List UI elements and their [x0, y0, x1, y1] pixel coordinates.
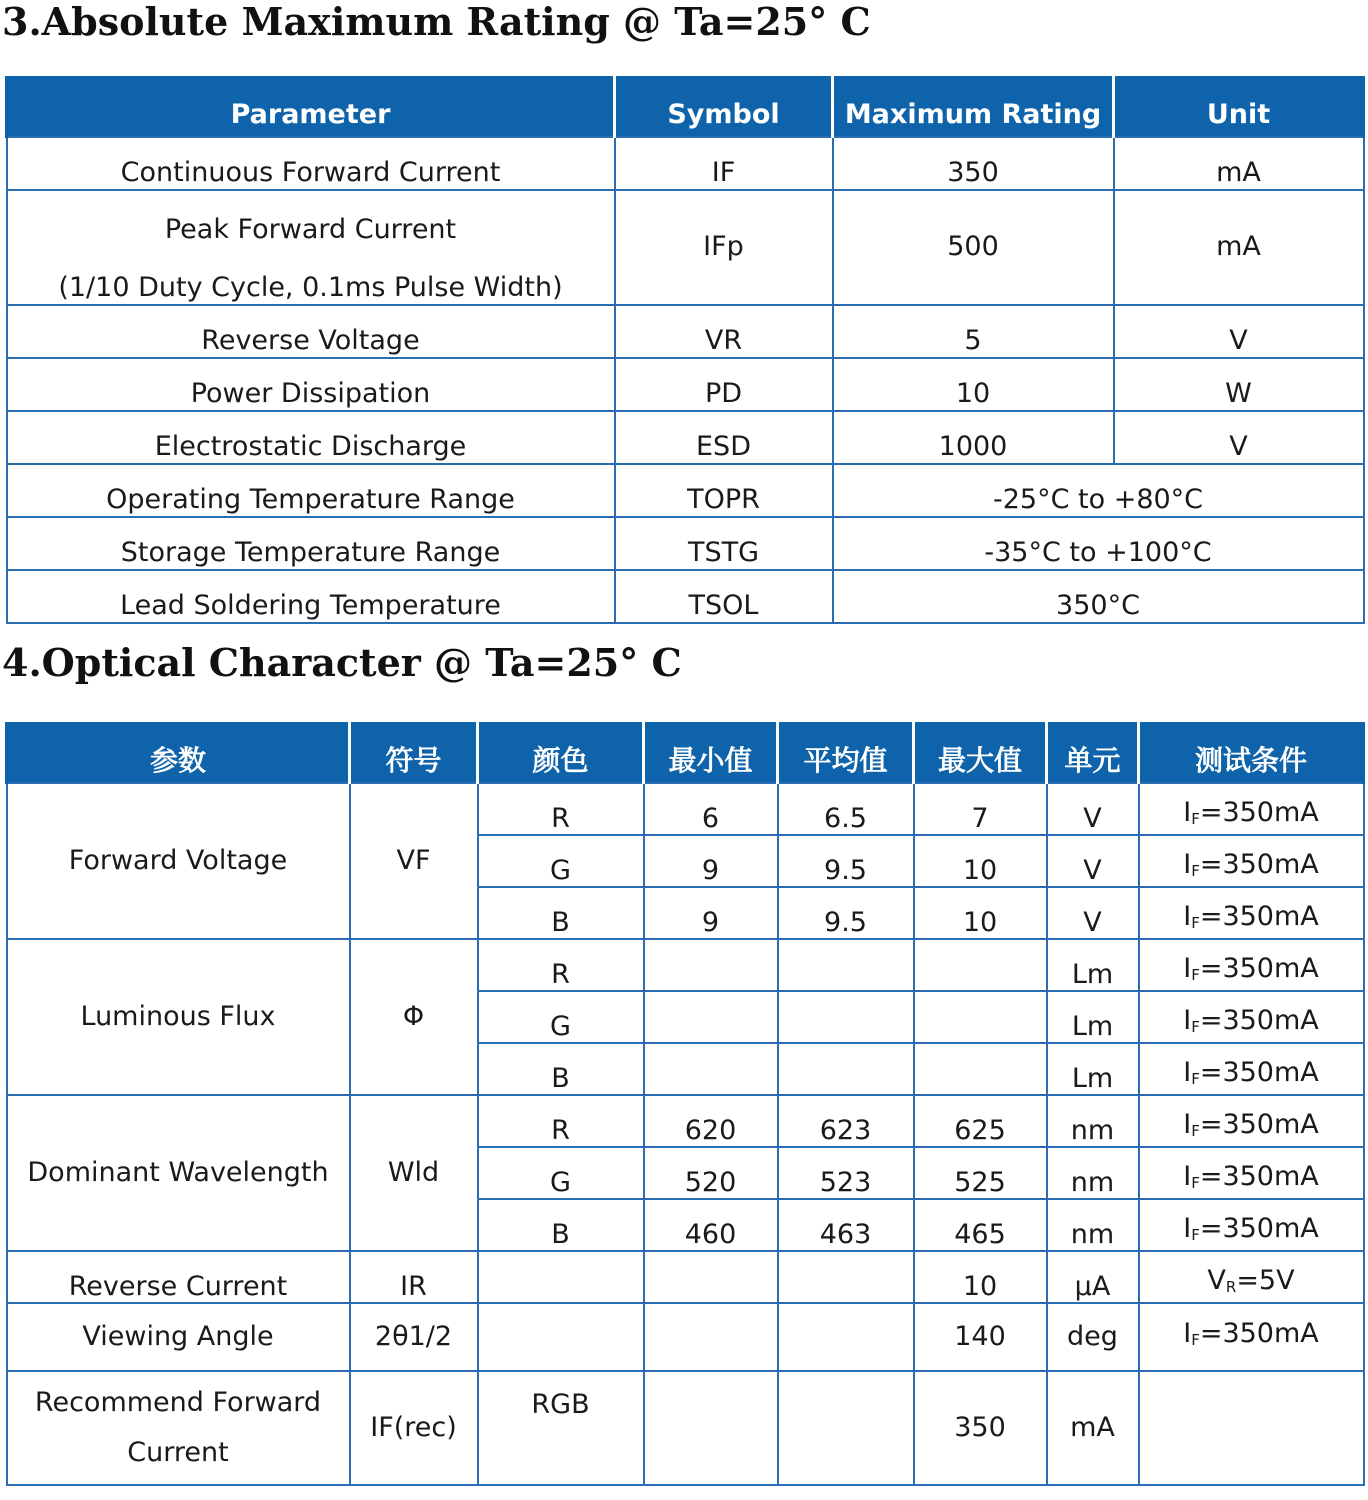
- parameter-cell: Power Dissipation: [7, 358, 615, 411]
- min-cell: 460: [644, 1199, 778, 1251]
- unit-cell: nm: [1047, 1147, 1139, 1199]
- min-cell: 9: [644, 835, 778, 887]
- max-cell: 465: [914, 1199, 1047, 1251]
- unit-cell: nm: [1047, 1199, 1139, 1251]
- rating-cell: -25°C to +80°C: [833, 464, 1364, 517]
- parameter-cell: Recommend Forward Current: [7, 1371, 350, 1485]
- table-header-row: [7, 722, 1364, 783]
- color-cell: G: [478, 835, 644, 887]
- color-cell: RGB: [478, 1371, 644, 1485]
- header-symbol: Symbol: [615, 76, 833, 137]
- max-cell: 10: [914, 1251, 1047, 1303]
- avg-cell: 523: [778, 1147, 914, 1199]
- min-cell: 9: [644, 887, 778, 939]
- max-cell: [914, 939, 1047, 991]
- table-header-row: [7, 76, 1364, 137]
- parameter-line-1: Peak Forward Current: [164, 214, 457, 245]
- condition-cell: $I_F=350mA$: [1139, 783, 1364, 835]
- unit-cell: V: [1047, 783, 1139, 835]
- avg-cell: [778, 1303, 914, 1371]
- max-cell: 140: [914, 1303, 1047, 1371]
- rating-cell: 10: [833, 358, 1114, 411]
- max-cell: 625: [914, 1095, 1047, 1147]
- parameter-cell: Operating Temperature Range: [7, 464, 615, 517]
- rating-cell: 500: [833, 190, 1114, 305]
- min-cell: [644, 1371, 778, 1485]
- parameter-cell: Dominant Wavelength: [7, 1095, 350, 1251]
- rating-cell: -35°C to +100°C: [833, 517, 1364, 570]
- max-cell: 350: [914, 1371, 1047, 1485]
- condition-cell: $I_F=350mA$: [1139, 1199, 1364, 1251]
- section-4-title: 4.Optical Character @ Ta=25° C: [2, 640, 682, 685]
- condition-cell: $I_F=350mA$: [1139, 1043, 1364, 1095]
- parameter-cell: Forward Voltage: [7, 783, 350, 939]
- parameter-cell: [7, 190, 615, 305]
- min-cell: [644, 1043, 778, 1095]
- table-row: [7, 1251, 1364, 1303]
- color-cell: R: [478, 939, 644, 991]
- unit-cell: Lm: [1047, 1043, 1139, 1095]
- avg-cell: [778, 1043, 914, 1095]
- min-cell: [644, 939, 778, 991]
- section-3-title: 3.Absolute Maximum Rating @ Ta=25° C: [2, 0, 871, 44]
- header-symbol: 符号: [350, 722, 478, 783]
- rating-cell: 350: [833, 137, 1114, 190]
- parameter-cell: Reverse Current: [7, 1251, 350, 1303]
- parameter-cell: Luminous Flux: [7, 939, 350, 1095]
- parameter-cell: Lead Soldering Temperature: [7, 570, 615, 623]
- min-cell: 6: [644, 783, 778, 835]
- avg-cell: 9.5: [778, 835, 914, 887]
- avg-cell: 463: [778, 1199, 914, 1251]
- symbol-cell: PD: [615, 358, 833, 411]
- min-cell: [644, 991, 778, 1043]
- table-row: [7, 1371, 1364, 1485]
- symbol-cell: IF(rec): [350, 1371, 478, 1485]
- avg-cell: 9.5: [778, 887, 914, 939]
- max-cell: 10: [914, 887, 1047, 939]
- max-cell: 10: [914, 835, 1047, 887]
- header-color: 颜色: [478, 722, 644, 783]
- table-row: [7, 305, 1364, 358]
- header-test-condition: 测试条件: [1139, 722, 1364, 783]
- avg-cell: 623: [778, 1095, 914, 1147]
- avg-cell: [778, 991, 914, 1043]
- symbol-cell: VR: [615, 305, 833, 358]
- absolute-maximum-rating-table: [5, 76, 1365, 624]
- unit-cell: mA: [1114, 137, 1364, 190]
- header-unit: 单元: [1047, 722, 1139, 783]
- unit-cell: V: [1047, 887, 1139, 939]
- symbol-cell: Wld: [350, 1095, 478, 1251]
- color-cell: B: [478, 887, 644, 939]
- condition-cell: $I_F=350mA$: [1139, 1095, 1364, 1147]
- condition-cell: $I_F=350mA$: [1139, 835, 1364, 887]
- symbol-cell: IR: [350, 1251, 478, 1303]
- rating-cell: 5: [833, 305, 1114, 358]
- avg-cell: 6.5: [778, 783, 914, 835]
- unit-cell: V: [1114, 305, 1364, 358]
- symbol-cell: Φ: [350, 939, 478, 1095]
- unit-cell: mA: [1047, 1371, 1139, 1485]
- parameter-cell: Reverse Voltage: [7, 305, 615, 358]
- symbol-cell: TSTG: [615, 517, 833, 570]
- condition-cell: $I_F=350mA$: [1139, 991, 1364, 1043]
- unit-cell: Lm: [1047, 939, 1139, 991]
- color-cell: R: [478, 783, 644, 835]
- color-cell: [478, 1251, 644, 1303]
- condition-cell: $I_F=350mA$: [1139, 939, 1364, 991]
- parameter-cell: Continuous Forward Current: [7, 137, 615, 190]
- header-max: 最大值: [914, 722, 1047, 783]
- parameter-cell: Viewing Angle: [7, 1303, 350, 1371]
- table-row: [7, 570, 1364, 623]
- condition-cell: $I_F=350mA$: [1139, 1147, 1364, 1199]
- unit-cell: nm: [1047, 1095, 1139, 1147]
- header-parameter: Parameter: [7, 76, 615, 137]
- symbol-cell: ESD: [615, 411, 833, 464]
- table-row: [7, 939, 1364, 991]
- table-row: [7, 1303, 1364, 1371]
- header-maximum-rating: Maximum Rating: [833, 76, 1114, 137]
- unit-cell: W: [1114, 358, 1364, 411]
- unit-cell: mA: [1114, 190, 1364, 305]
- table-row: [7, 358, 1364, 411]
- table-row: [7, 1095, 1364, 1147]
- symbol-cell: TSOL: [615, 570, 833, 623]
- symbol-cell: VF: [350, 783, 478, 939]
- color-cell: G: [478, 1147, 644, 1199]
- header-avg: 平均值: [778, 722, 914, 783]
- symbol-cell: TOPR: [615, 464, 833, 517]
- table-row: [7, 190, 1364, 305]
- unit-cell: V: [1047, 835, 1139, 887]
- header-unit: Unit: [1114, 76, 1364, 137]
- parameter-cell: Storage Temperature Range: [7, 517, 615, 570]
- header-parameter: 参数: [7, 722, 350, 783]
- avg-cell: [778, 1371, 914, 1485]
- rating-cell: 1000: [833, 411, 1114, 464]
- color-cell: B: [478, 1043, 644, 1095]
- table-row: [7, 411, 1364, 464]
- max-cell: 7: [914, 783, 1047, 835]
- table-row: [7, 137, 1364, 190]
- condition-cell: $V_R=5V$: [1139, 1251, 1364, 1303]
- condition-cell: $I_F=350mA$: [1139, 887, 1364, 939]
- max-cell: [914, 1043, 1047, 1095]
- optical-character-table: [5, 722, 1365, 1486]
- min-cell: [644, 1251, 778, 1303]
- avg-cell: [778, 1251, 914, 1303]
- condition-cell: [1139, 1371, 1364, 1485]
- unit-cell: deg: [1047, 1303, 1139, 1371]
- max-cell: [914, 991, 1047, 1043]
- max-cell: 525: [914, 1147, 1047, 1199]
- symbol-cell: 2θ1/2: [350, 1303, 478, 1371]
- color-cell: G: [478, 991, 644, 1043]
- table-row: [7, 783, 1364, 835]
- unit-cell: μA: [1047, 1251, 1139, 1303]
- unit-cell: Lm: [1047, 991, 1139, 1043]
- color-cell: R: [478, 1095, 644, 1147]
- color-cell: [478, 1303, 644, 1371]
- rating-cell: 350°C: [833, 570, 1364, 623]
- table-row: [7, 517, 1364, 570]
- min-cell: 620: [644, 1095, 778, 1147]
- min-cell: 520: [644, 1147, 778, 1199]
- table-row: [7, 464, 1364, 517]
- color-cell: B: [478, 1199, 644, 1251]
- symbol-cell: IFp: [615, 190, 833, 305]
- header-min: 最小值: [644, 722, 778, 783]
- symbol-cell: IF: [615, 137, 833, 190]
- parameter-line-2: (1/10 Duty Cycle, 0.1ms Pulse Width): [58, 272, 563, 303]
- avg-cell: [778, 939, 914, 991]
- unit-cell: V: [1114, 411, 1364, 464]
- condition-cell: $I_F=350mA$: [1139, 1303, 1364, 1371]
- min-cell: [644, 1303, 778, 1371]
- parameter-cell: Electrostatic Discharge: [7, 411, 615, 464]
